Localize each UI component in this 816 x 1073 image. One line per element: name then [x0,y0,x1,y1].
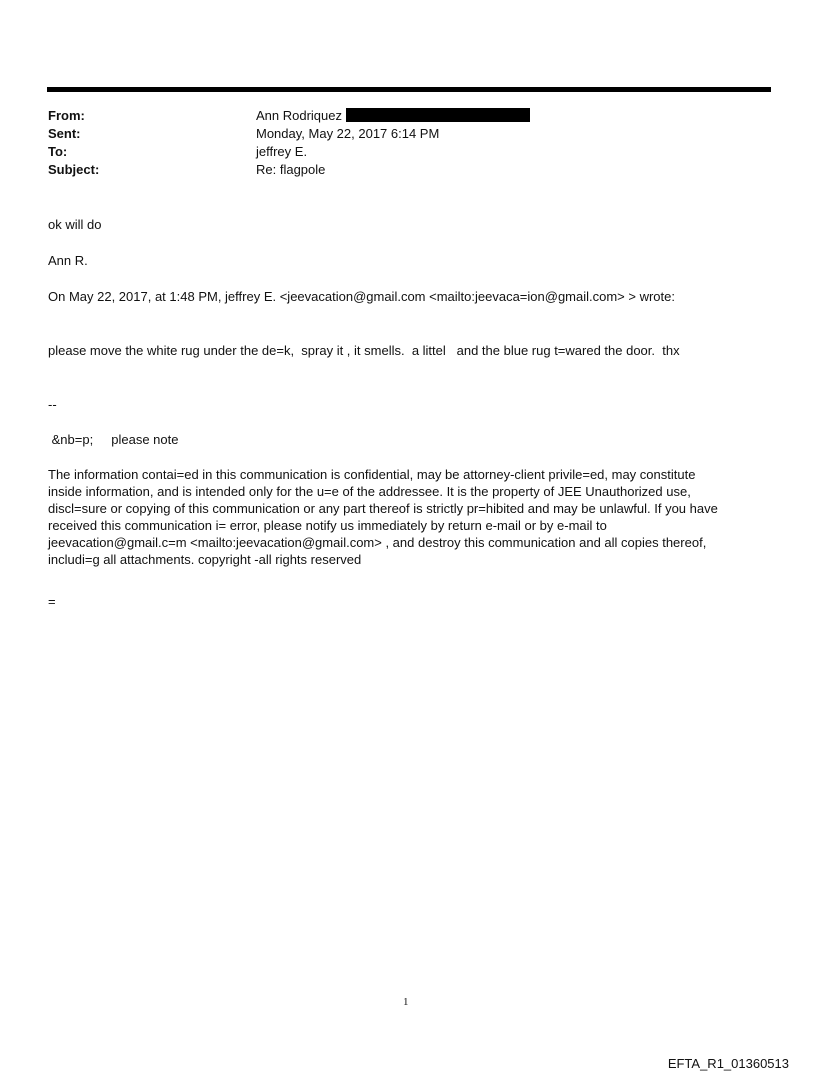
to-label: To: [48,144,68,159]
from-row [48,107,748,125]
disclaimer-line: inside information, and is intended only for the u=e of the addressee. It is the property of JEE Unauthorized use, [48,484,691,499]
header-rule [47,87,771,92]
disclaimer-line: received this communication i= error, please notify us immediately by return e-mail or by e-mail to [48,518,607,533]
from-label: From: [48,108,85,123]
email-header [48,107,748,179]
disclaimer-line: includi=g all attachments. copyright -all rights reserved [48,552,362,567]
to-value: jeffrey E. [256,144,308,159]
from-name: Ann Rodriquez [256,108,342,123]
end-mark: = [48,594,56,609]
signature-separator: -- [48,397,57,412]
sent-value: Monday, May 22, 2017 6:14 PM [256,126,440,141]
redaction-block [346,108,530,122]
disclaimer [48,466,760,568]
reply-line: ok will do [48,217,102,232]
quote-intro: On May 22, 2017, at 1:48 PM, jeffrey E. <jeevacation@gmail.com <mailto:jeevaca=ion@gmail.com> > wrote: [48,289,675,304]
subject-value: Re: flagpole [256,162,326,177]
disclaimer-line: The information contai=ed in this communication is confidential, may be attorney-client privile=ed, may constitute [48,467,696,482]
subject-row [48,161,748,179]
disclaimer-line: discl=sure or copying of this communication or any part thereof is strictly pr=hibited and may be unlawful. If you have [48,501,718,516]
note-line: &nb=p; please note [48,432,179,447]
to-row [48,143,748,161]
signature: Ann R. [48,253,88,268]
sent-label: Sent: [48,126,81,141]
page-number: 1 [403,996,409,1008]
document-id: EFTA_R1_01360513 [667,1056,789,1071]
sent-row [48,125,748,143]
disclaimer-line: jeevacation@gmail.c=m <mailto:jeevacation@gmail.com> , and destroy this communication and all copies thereof, [48,535,707,550]
from-value [256,107,530,125]
quoted-message: please move the white rug under the de=k, spray it , it smells. a littel and the blue rug t=wared the door. thx [48,343,680,358]
subject-label: Subject: [48,162,100,177]
